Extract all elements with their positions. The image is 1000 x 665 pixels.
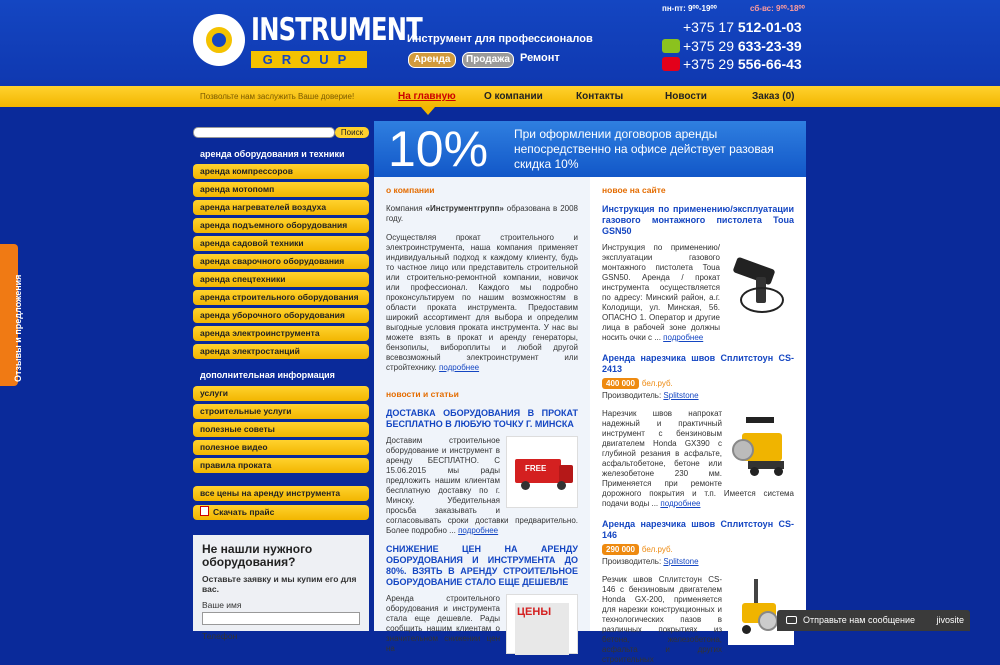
sidebar-item-motor-pumps[interactable]: аренда мотопомп: [193, 182, 369, 197]
product-item: Резчик швов Сплитстоун CS-146 с бензиновым двигателем Honda GX-200, применяется для нарезки конструкционных и технологических пазов в различных покрытиях из бетона, железобетона, асфальта и других строительных: [602, 575, 794, 665]
phone-label: Телефон: [202, 631, 238, 641]
pdf-icon: [200, 506, 209, 516]
product-headline[interactable]: Аренда нарезчика швов Сплитстоун CS-146: [602, 519, 794, 540]
nav-active-arrow-icon: [421, 107, 435, 115]
repair-link[interactable]: Ремонт: [520, 52, 560, 64]
phone-landline[interactable]: +375 17 512-01-03: [662, 19, 802, 37]
product-price: 290 000 бел.руб.: [602, 544, 794, 555]
phone-icon: [662, 20, 680, 34]
price-badge: 290 000: [602, 544, 639, 555]
search-input[interactable]: [193, 127, 335, 138]
slogan: Инструмент для профессионалов: [407, 33, 593, 45]
about-title: о компании: [386, 185, 435, 195]
chat-icon: [786, 616, 797, 624]
form-title: Не нашли нужного оборудования?: [202, 542, 313, 569]
product-maker: Производитель: Splitstone: [602, 391, 699, 400]
all-prices-link[interactable]: все цены на аренду инструмента: [193, 486, 369, 501]
logo-sub: GROUP: [251, 51, 367, 68]
main-nav: [0, 86, 1000, 107]
banner-percent: 10%: [388, 121, 489, 177]
nav-order[interactable]: Заказ (0): [752, 91, 795, 102]
nav-contacts[interactable]: Контакты: [576, 91, 624, 102]
nail-gun-image[interactable]: [726, 257, 794, 321]
sidebar-item-compressors[interactable]: аренда компрессоров: [193, 164, 369, 179]
product-more-link[interactable]: подробнее: [663, 333, 704, 342]
left-column: [374, 177, 590, 653]
feedback-tab-label: Отзывы и предложения: [13, 274, 23, 382]
sidebar-item-video[interactable]: полезное видео: [193, 440, 369, 455]
velcom-icon: [662, 39, 680, 53]
product-maker: Производитель: Splitstone: [602, 557, 699, 566]
news-more-link[interactable]: подробнее: [458, 526, 499, 535]
prices-image[interactable]: ЦЕНЫ: [506, 594, 578, 654]
site-logo[interactable]: [193, 12, 422, 70]
product-price: 400 000 бел.руб.: [602, 378, 794, 389]
search-button[interactable]: Поиск: [335, 127, 369, 138]
product-headline[interactable]: Инструкция по применению/эксплуатации газового монтажного пистолета Toua GSN50: [602, 204, 794, 236]
product-item: Нарезчик швов напрокат надежный и практичный инструмент с бензиновым двигателем Honda GX390 с глубиной резания в асфальте, асфальтобетоне, бетоне или железобетоне 230 мм. Применяется при ремонте дорожного покрытия и т.п. Имеется система подачи воды ... подробнее: [602, 409, 794, 508]
nav-about[interactable]: О компании: [484, 91, 543, 102]
news-title: новости и статьи: [386, 389, 459, 399]
rent-section-title: аренда оборудования и техники: [200, 149, 345, 159]
sidebar-item-power-tools[interactable]: аренда электроинструмента: [193, 326, 369, 341]
chat-brand: jivosite: [936, 615, 964, 625]
phone-velcom[interactable]: +375 29 633-23-39: [662, 38, 802, 56]
sidebar-item-generators[interactable]: аренда электростанций: [193, 344, 369, 359]
about-more-link[interactable]: подробнее: [439, 363, 480, 372]
sidebar-item-welding[interactable]: аренда сварочного оборудования: [193, 254, 369, 269]
delivery-truck-image[interactable]: FREE: [506, 436, 578, 508]
request-form: [193, 535, 369, 641]
about-text: Осуществляя прокат строительного и электроинструмента, наша компания применяет индивидуальный подход к каждому клиенту, будь то частное лицо или представитель строительной или строительно-ремонтной компании, новичок или профессионал. Каждого мы подробно проконсультируем по нашим возможностям в области проката инструмента. Предоставим широкий ассортимент для выбора и определим выгодные условия проката инструмента. У нас вы можете взять в прокат и аренду генераторы, бензопилы, вибороплиты и любой другой всевозможный электроинструмент или стройтехнику. подробнее: [386, 233, 578, 372]
about-intro: Компания «Инструментгрупп» образована в 2008 году.: [386, 204, 578, 223]
joint-cutter-image[interactable]: [728, 409, 794, 485]
hours-saturday: сб-вс: 9⁰⁰-18⁰⁰: [750, 4, 805, 13]
product-item: Инструкция по применению/эксплуатации газового монтажного пистолета Toua GSN50. Аренда / прокат инструмента осуществляется по адресу: Минский район, а.г. Колодищи, ул. Минская, 56. ОПАСНО 1. Оператор и другие лица в рабочей зоне должны носить очки с ... подробнее: [602, 243, 794, 343]
logo-word: INSTRUMENT: [251, 12, 422, 48]
nav-home[interactable]: На главную: [398, 91, 456, 102]
sidebar-item-rules[interactable]: правила проката: [193, 458, 369, 473]
sidebar-item-air-heaters[interactable]: аренда нагревателей воздуха: [193, 200, 369, 215]
right-column: [590, 177, 806, 664]
news-item: FREE Доставим строительное оборудование и инструмент в аренду БЕСПЛАТНО. С 15.06.2015 мы рады предложить нашим клиентам бесплатную доставку по г. Минску. Убедительная просьба заказывать и согласовывать сроки доставки предварительно. Более подробно ... подробнее: [386, 436, 578, 535]
sidebar-item-lifting[interactable]: аренда подъемного оборудования: [193, 218, 369, 233]
discount-banner[interactable]: [374, 121, 806, 177]
nav-tagline: Позвольте нам заслужить Ваше доверие!: [200, 92, 355, 101]
chat-label: Отправьте нам сообщение: [803, 615, 916, 625]
news-headline[interactable]: СНИЖЕНИЕ ЦЕН НА АРЕНДУ ОБОРУДОВАНИЯ И ИНСТРУМЕНТА ДО 80%. ВЗЯТЬ В АРЕНДУ СТРОИТЕЛЬНОЕ ОБОРУДОВАНИЕ СТАЛО ЕЩЕ ДЕШЕВЛЕ: [386, 544, 578, 587]
nav-news[interactable]: Новости: [665, 91, 707, 102]
sidebar-item-tips[interactable]: полезные советы: [193, 422, 369, 437]
sidebar-item-construction[interactable]: аренда строительного оборудования: [193, 290, 369, 305]
news-headline[interactable]: ДОСТАВКА ОБОРУДОВАНИЯ В ПРОКАТ БЕСПЛАТНО В ЛЮБУЮ ТОЧКУ Г. МИНСКА: [386, 408, 578, 429]
name-input[interactable]: [202, 612, 360, 625]
chat-widget[interactable]: [777, 610, 970, 631]
sidebar-item-services[interactable]: услуги: [193, 386, 369, 401]
sidebar-item-construction-services[interactable]: строительные услуги: [193, 404, 369, 419]
news-item: ЦЕНЫ Аренда строительного оборудования и инструмента стала еще дешевле. Рады сообщить нашим клиентам о значительном снижении цен на: [386, 594, 578, 654]
name-label: Ваше имя: [202, 600, 242, 610]
download-price-link[interactable]: Скачать прайс: [193, 505, 369, 520]
rent-button[interactable]: Аренда: [408, 52, 456, 68]
mts-icon: [662, 57, 680, 71]
product-more-link[interactable]: подробнее: [660, 499, 701, 508]
banner-text: При оформлении договоров аренды непосредственно на офисе действует разовая скидка 10%: [514, 127, 774, 171]
sidebar-item-cleaning[interactable]: аренда уборочного оборудования: [193, 308, 369, 323]
sidebar-item-garden[interactable]: аренда садовой техники: [193, 236, 369, 251]
price-badge: 400 000: [602, 378, 639, 389]
sidebar-item-special[interactable]: аренда спецтехники: [193, 272, 369, 287]
sale-button[interactable]: Продажа: [462, 52, 514, 68]
new-on-site-title: новое на сайте: [602, 185, 666, 195]
product-headline[interactable]: Аренда нарезчика швов Сплитстоун CS-2413: [602, 353, 794, 374]
info-section-title: дополнительная информация: [200, 370, 335, 380]
hours-weekdays: пн-пт: 9⁰⁰-19⁰⁰: [662, 4, 717, 13]
gear-logo-center: [212, 33, 226, 47]
form-subtitle: Оставьте заявку и мы купим его для вас.: [202, 574, 357, 594]
phone-mts[interactable]: +375 29 556-66-43: [662, 56, 802, 74]
feedback-tab[interactable]: [0, 244, 23, 386]
